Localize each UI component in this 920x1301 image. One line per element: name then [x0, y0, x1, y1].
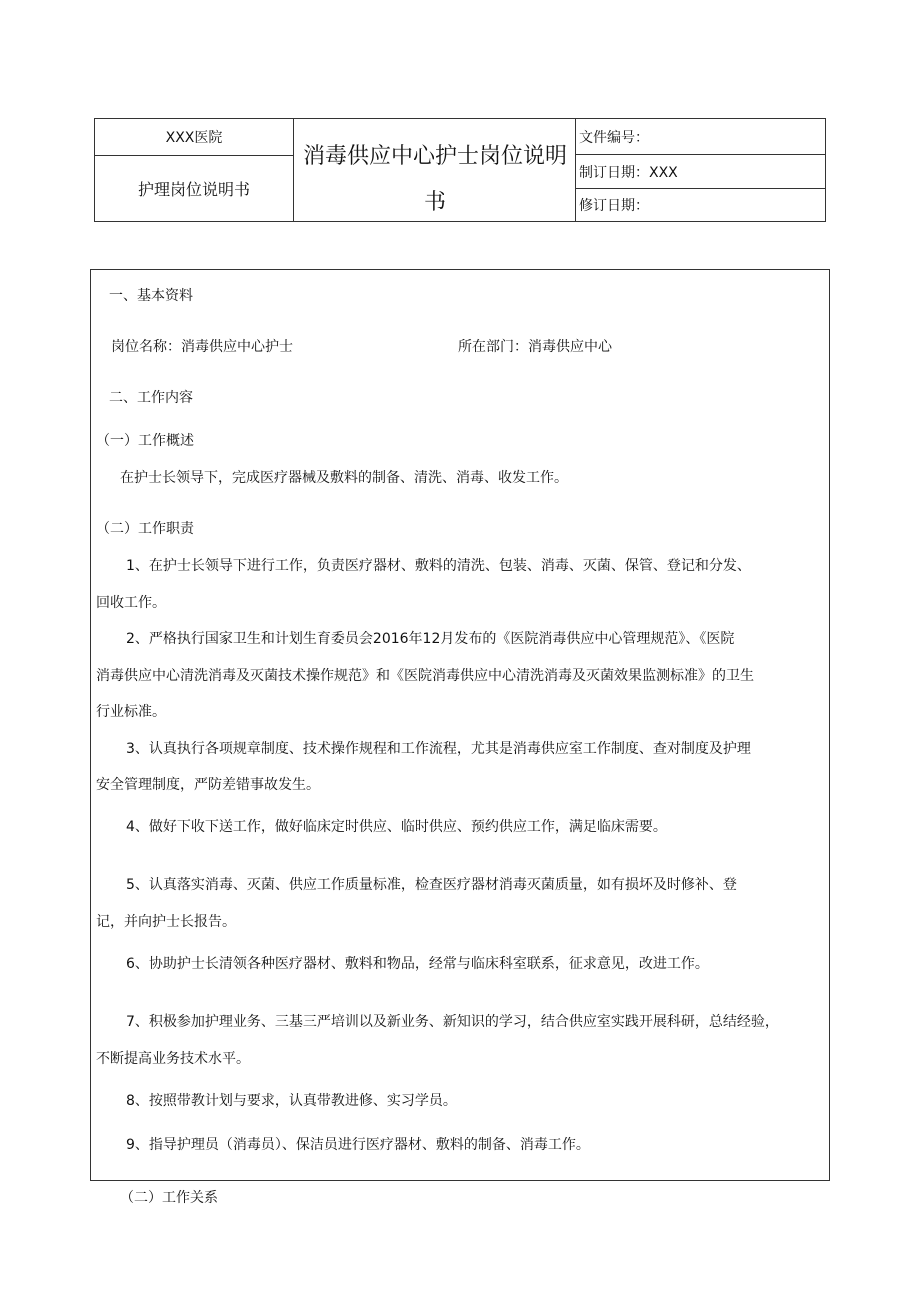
department: 所在部门：消毒供应中心: [458, 339, 612, 355]
document-type: 护理岗位说明书: [137, 180, 250, 199]
duty-6: 6、协助护士长清领各种医疗器材、敷料和物品，经常与临床科室联系，征求意见，改进工作。: [126, 956, 709, 972]
overview-title: （一）工作概述: [96, 433, 194, 449]
duty-3-line2: 安全管理制度，严防差错事故发生。: [96, 777, 320, 793]
duty-3-line1: 3、认真执行各项规章制度、技术操作规程和工作流程，尤其是消毒供应室工作制度、查对制度及护理: [126, 741, 751, 757]
hospital-name: XXX医院: [95, 119, 293, 156]
header-meta-column: [575, 119, 826, 221]
header-table: [94, 118, 826, 222]
made-date: 制订日期：XXX: [576, 155, 826, 189]
duty-4: 4、做好下收下送工作，做好临床定时供应、临时供应、预约供应工作，满足临床需要。: [126, 819, 667, 835]
post-name: 岗位名称：消毒供应中心护士: [111, 339, 293, 355]
document-title-line2: 书: [423, 190, 446, 215]
duty-9: 9、指导护理员（消毒员）、保洁员进行医疗器材、敷料的制备、消毒工作。: [126, 1137, 590, 1153]
document-title-line1: 消毒供应中心护士岗位说明: [302, 144, 567, 169]
duty-2-line2: 消毒供应中心清洗消毒及灭菌技术操作规范》和《医院消毒供应中心清洗消毒及灭菌效果监测标准》的卫生: [96, 668, 754, 684]
content-box: [90, 269, 830, 1181]
duty-2-line1: 2、严格执行国家卫生和计划生育委员会2016年12月发布的《医院消毒供应中心管理规范》、《医院: [126, 631, 735, 647]
duty-8: 8、按照带教计划与要求，认真带教进修、实习学员。: [126, 1093, 457, 1109]
revise-date: 修订日期：: [579, 198, 649, 214]
duty-5-line2: 记，并向护士长报告。: [96, 914, 236, 930]
duty-7-line1: 7、积极参加护理业务、三基三严培训以及新业务、新知识的学习，结合供应室实践开展科研，总结经验，: [126, 1014, 779, 1030]
file-number: 文件编号：: [576, 119, 826, 155]
duty-5-line1: 5、认真落实消毒、灭菌、供应工作质量标准，检查医疗器材消毒灭菌质量，如有损坏及时修补、登: [126, 877, 737, 893]
duty-1-line2: 回收工作。: [96, 595, 166, 611]
relations-title: （二）工作关系: [120, 1190, 218, 1206]
overview-text: 在护士长领导下，完成医疗器械及敷料的制备、清洗、消毒、收发工作。: [120, 470, 568, 486]
duty-1-line1: 1、在护士长领导下进行工作，负责医疗器材、敷料的清洗、包装、消毒、灭菌、保管、登记和分发、: [126, 558, 751, 574]
section-work-content: 二、工作内容: [109, 390, 193, 406]
document-title: [294, 119, 576, 221]
duties-title: （二）工作职责: [96, 521, 194, 537]
section-basic-info: 一、基本资料: [109, 288, 193, 304]
duty-2-line3: 行业标准。: [96, 704, 166, 720]
header-left-column: [95, 119, 294, 221]
duty-7-line2: 不断提高业务技术水平。: [96, 1051, 250, 1067]
